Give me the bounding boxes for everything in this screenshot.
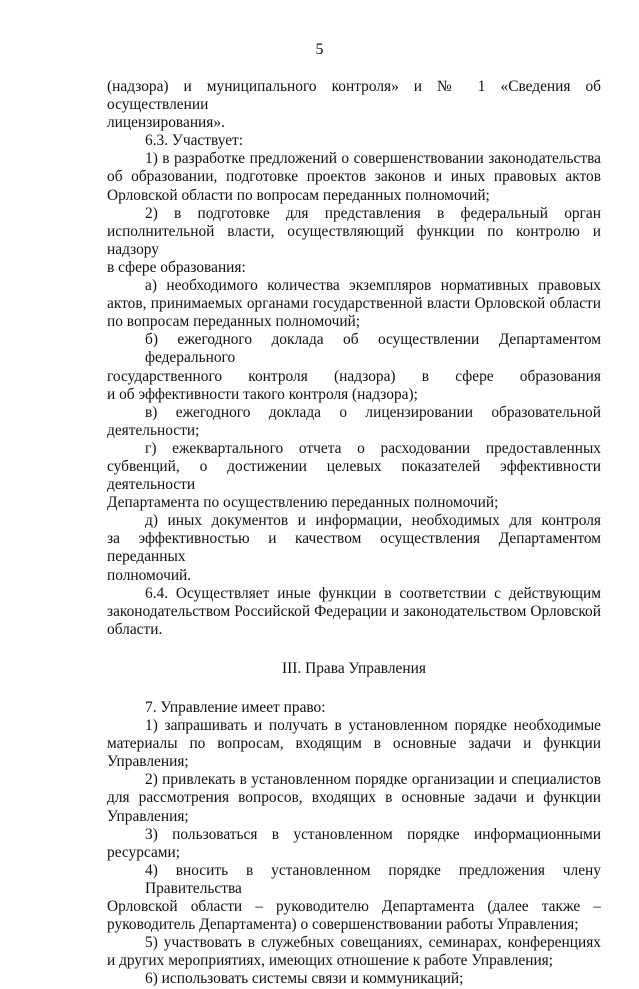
text-line: деятельности;	[107, 421, 200, 439]
text-line: и об эффективности такого контроля (надзора);	[107, 385, 418, 403]
text-line: Орловской области по вопросам переданных полномочий;	[107, 186, 490, 204]
text-line: 3) пользоваться в установленном порядке информационными	[145, 825, 601, 843]
item-7-2	[107, 771, 601, 825]
item-6-3-2-d	[107, 512, 601, 584]
text-line: (надзора) и муниципального контроля» и № 1 «Сведения об осуществлении	[107, 78, 601, 114]
item-6-3-1	[107, 150, 601, 204]
text-line: для рассмотрения вопросов, входящих в основные задачи и функции	[107, 789, 601, 807]
text-line: 6.3. Участвует:	[145, 132, 244, 150]
paragraph-6-4	[107, 585, 601, 639]
text-line: д) иных документов и информации, необходимых для контроля	[145, 512, 601, 530]
text-line: материалы по вопросам, входящим в основные задачи и функции	[107, 735, 601, 753]
text-line: законодательством Российской Федерации и законодательством Орловской	[107, 602, 601, 620]
text-line: и других мероприятиях, имеющих отношение к работе Управления;	[107, 952, 554, 970]
text-line: 2) привлекать в установленном порядке организации и специалистов	[145, 771, 601, 789]
text-line: 6.4. Осуществляет иные функции в соответствии с действующим	[145, 584, 601, 602]
text-line: б) ежегодного доклада об осуществлении Департаментом федерального	[145, 331, 601, 367]
paragraph-6-3	[107, 132, 601, 150]
text-line: в) ежегодного доклада о лицензировании образовательной	[145, 403, 601, 421]
text-line: г) ежеквартального отчета о расходовании предоставленных	[145, 439, 601, 457]
text-line: 7. Управление имеет право:	[145, 699, 326, 716]
section-heading: III. Права Управления	[282, 659, 426, 677]
text-line: а) необходимого количества экземпляров нормативных правовых	[145, 277, 601, 295]
text-line: ресурсами;	[107, 843, 181, 861]
text-line: актов, принимаемых органами государственной власти Орловской области	[107, 295, 601, 313]
text-line: исполнительной власти, осуществляющий функции по контролю и надзору	[107, 222, 601, 258]
paragraph-continuation	[107, 78, 601, 132]
text-line: за эффективностью и качеством осуществления Департаментом переданных	[107, 530, 601, 566]
text-line: Департамента по осуществлению переданных полномочий;	[107, 494, 499, 512]
text-line: Управления;	[107, 753, 189, 771]
text-line: 2) в подготовке для представления в федеральный орган	[145, 204, 601, 222]
text-line: 1) в разработке предложений о совершенствовании законодательства	[145, 150, 601, 168]
text-line: об образовании, подготовке проектов законов и иных правовых актов	[107, 168, 601, 186]
text-line: субвенций, о достижении целевых показателей эффективности деятельности	[107, 457, 601, 494]
text-line: 4) вносить в установленном порядке предложения члену Правительства	[145, 861, 601, 897]
text-line: в сфере образования:	[107, 258, 246, 276]
text-line: Управления;	[107, 807, 189, 825]
item-6-3-2-v	[107, 404, 601, 440]
text-line: лицензирования».	[107, 114, 225, 132]
item-6-3-2-g	[107, 440, 601, 512]
text-line: полномочий.	[107, 566, 192, 584]
page-number: 5	[315, 41, 324, 58]
text-line: по вопросам переданных полномочий;	[107, 313, 361, 331]
paragraph-7	[107, 699, 601, 717]
item-7-4	[107, 862, 601, 934]
item-7-1	[107, 717, 601, 771]
text-line: руководитель Департамента) о совершенствовании работы Управления;	[107, 916, 579, 934]
item-6-3-2	[107, 205, 601, 277]
text-line: 5) участвовать в служебных совещаниях, семинарах, конференциях	[145, 934, 601, 952]
item-6-3-2-b	[107, 331, 601, 403]
item-6-3-2-a	[107, 277, 601, 331]
item-7-5	[107, 934, 601, 970]
text-line: области.	[107, 620, 163, 638]
document-body	[107, 78, 601, 989]
item-7-3	[107, 826, 601, 862]
item-7-6	[107, 970, 601, 988]
text-line: государственного контроля (надзора) в сфере образования	[107, 367, 601, 385]
text-line: 1) запрашивать и получать в установленном порядке необходимые	[145, 717, 601, 735]
text-line: Орловской области – руководителю Департамента (далее также –	[107, 898, 601, 916]
text-line: 6) использовать системы связи и коммуникаций;	[145, 970, 464, 988]
